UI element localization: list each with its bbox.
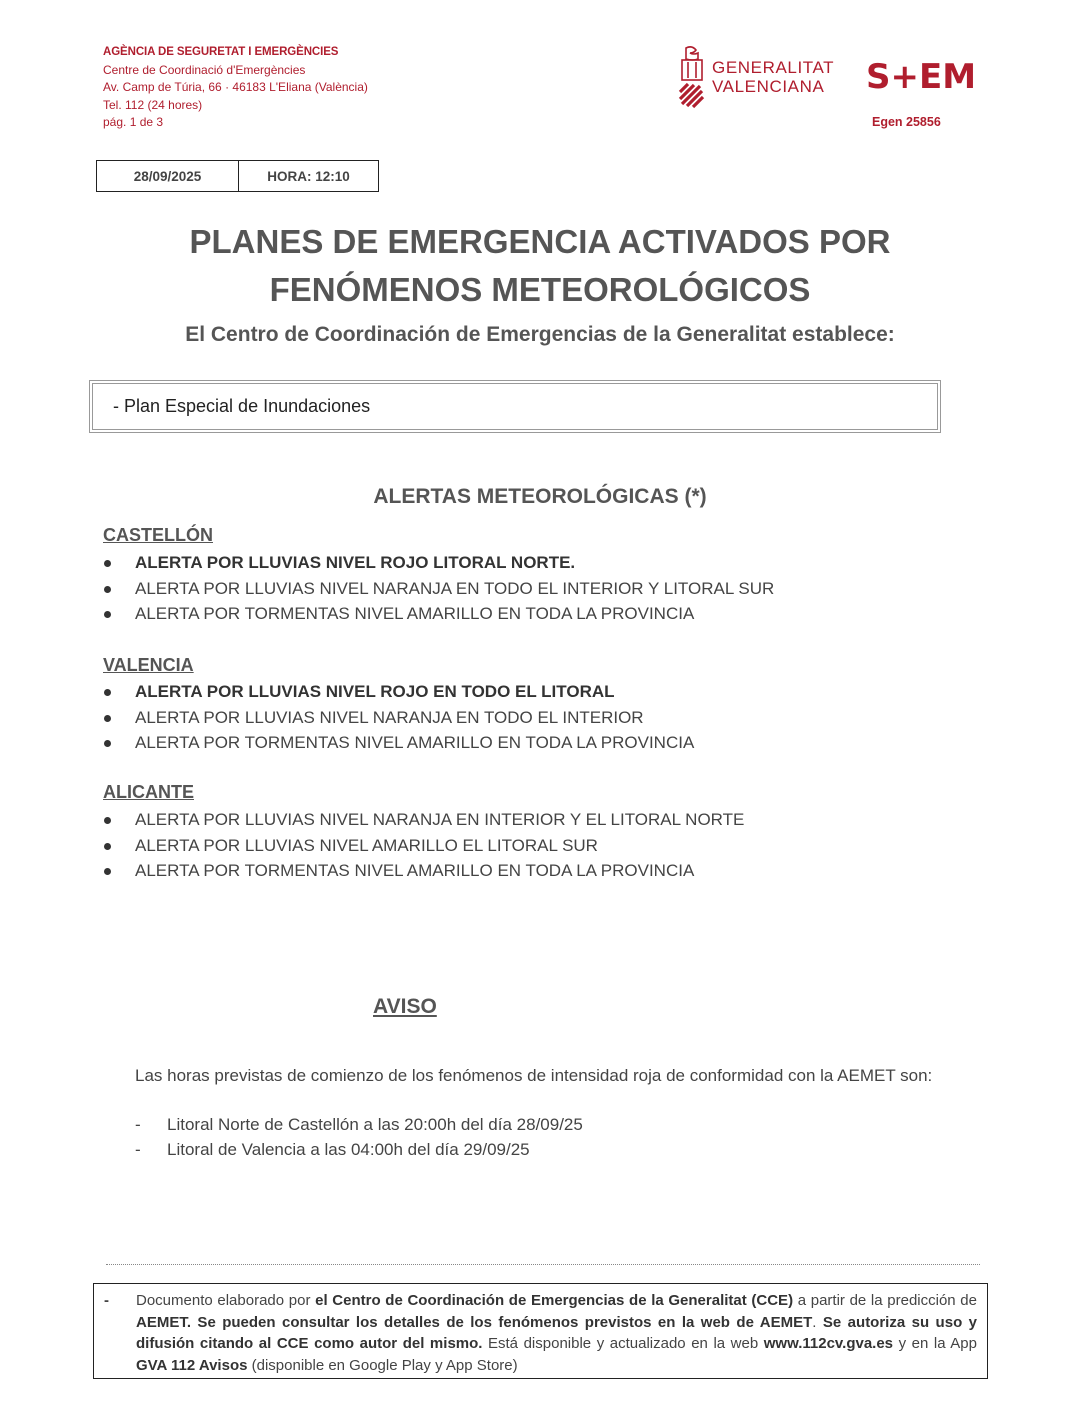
list-item xyxy=(103,730,694,756)
footer-bold: el Centro de Coordinación de Emergencias de la Generalitat (CCE) xyxy=(315,1292,794,1309)
agency-address: Av. Camp de Túria, 66 · 46183 L'Eliana (València) xyxy=(103,80,368,94)
list-item xyxy=(103,679,694,705)
dash-marker: - xyxy=(135,1115,141,1134)
bullet-icon xyxy=(104,740,111,747)
aviso-text: Las horas previstas de comienzo de los fenómenos de intensidad roja de conformidad con la AEMET son: xyxy=(135,1066,933,1085)
list-item xyxy=(103,833,744,859)
alert-text: ALERTA POR LLUVIAS NIVEL NARANJA EN TODO EL INTERIOR xyxy=(135,707,644,727)
title-line-2: FENÓMENOS METEOROLÓGICOS xyxy=(269,271,811,308)
list-item xyxy=(103,601,774,627)
list-item xyxy=(103,550,774,576)
list-item xyxy=(103,858,744,884)
alert-text: ALERTA POR LLUVIAS NIVEL NARANJA EN INTERIOR Y EL LITORAL NORTE xyxy=(135,810,745,829)
aviso-title: AVISO xyxy=(373,995,437,1018)
aviso-item: Litoral Norte de Castellón a las 20:00h del día 28/09/25 xyxy=(167,1115,583,1134)
bullet-icon xyxy=(104,560,111,567)
alerts-title xyxy=(0,485,1080,509)
logo-line-1: GENERALITAT xyxy=(712,58,835,77)
footer-link[interactable]: www.112cv.gva.es xyxy=(763,1335,894,1353)
dotted-divider xyxy=(106,1264,980,1265)
active-plan: - Plan Especial de Inundaciones xyxy=(92,383,938,430)
list-item xyxy=(135,1137,583,1162)
active-plan-box xyxy=(89,380,941,433)
footer-text: y en la App xyxy=(893,1335,977,1353)
alerts-title-text: ALERTAS METEOROLÓGICAS (*) xyxy=(373,485,707,508)
alert-text: ALERTA POR LLUVIAS NIVEL ROJO LITORAL NORTE. xyxy=(135,553,576,572)
footer-bold: AEMET. Se pueden consultar los detalles de los fenómenos previstos en la web de AEMET xyxy=(136,1313,813,1331)
footer-text: . xyxy=(812,1313,823,1331)
agency-phone: Tel. 112 (24 hores) xyxy=(103,97,203,112)
footer-text: Documento elaborado por xyxy=(136,1292,316,1309)
sem-logo: S+EM xyxy=(866,57,977,97)
aviso-list xyxy=(135,1112,583,1162)
province-valencia: VALENCIA xyxy=(103,655,194,675)
page-subtitle: El Centro de Coordinación de Emergencias de la Generalitat establece: xyxy=(185,323,895,346)
alert-text: ALERTA POR LLUVIAS NIVEL NARANJA EN TODO EL INTERIOR Y LITORAL SUR xyxy=(135,578,775,598)
agency-header xyxy=(103,44,368,132)
date-time-table xyxy=(96,160,379,192)
footer-bold: Se autoriza su uso y difusión citando al CCE como autor del mismo. xyxy=(136,1313,978,1353)
bullet-icon xyxy=(104,611,111,618)
aviso-item: Litoral de Valencia a las 04:00h del día 29/09/25 xyxy=(167,1140,530,1159)
province-alicante: ALICANTE xyxy=(103,782,194,802)
bullet-icon xyxy=(104,586,111,593)
list-item xyxy=(103,807,744,833)
title-line-1: PLANES DE EMERGENCIA ACTIVADOS POR xyxy=(189,223,891,260)
generalitat-shield-icon xyxy=(678,44,706,110)
alert-text: ALERTA POR TORMENTAS NIVEL AMARILLO EN TODA LA PROVINCIA xyxy=(135,861,695,880)
footer-text: Está disponible y actualizado en la web xyxy=(482,1335,764,1353)
dash-marker: - xyxy=(135,1140,141,1159)
dash-marker: - xyxy=(104,1292,109,1309)
time-cell: HORA: 12:10 xyxy=(267,168,350,184)
list-item xyxy=(135,1112,583,1137)
bullet-icon xyxy=(104,868,111,875)
bullet-icon xyxy=(104,689,111,696)
alert-list-alicante xyxy=(103,807,744,884)
generalitat-logo xyxy=(712,58,834,96)
alert-list-castellon xyxy=(103,550,774,627)
page-title xyxy=(0,218,1080,314)
alert-text: ALERTA POR LLUVIAS NIVEL AMARILLO EL LITORAL SUR xyxy=(135,835,598,855)
footer-app-name: GVA 112 Avisos xyxy=(136,1357,248,1375)
footer-text: (disponible en Google Play y App Store) xyxy=(247,1357,518,1375)
bullet-icon xyxy=(104,715,111,722)
list-item xyxy=(103,576,774,602)
bullet-icon xyxy=(104,817,111,824)
alert-text: ALERTA POR TORMENTAS NIVEL AMARILLO EN TODA LA PROVINCIA xyxy=(135,733,695,752)
date-cell: 28/09/2025 xyxy=(97,161,239,191)
alert-text: ALERTA POR LLUVIAS NIVEL ROJO EN TODO EL LITORAL xyxy=(135,682,615,701)
agency-centre: Centre de Coordinació d'Emergències xyxy=(103,62,306,77)
alert-text: ALERTA POR TORMENTAS NIVEL AMARILLO EN TODA LA PROVINCIA xyxy=(135,604,695,623)
bullet-icon xyxy=(104,843,111,850)
footer-disclaimer xyxy=(93,1283,988,1379)
alert-list-valencia xyxy=(103,679,694,756)
list-item xyxy=(103,705,694,731)
footer-text: a partir de la predicción de xyxy=(793,1292,977,1309)
page-number: pág. 1 de 3 xyxy=(103,115,164,129)
agency-name: AGÈNCIA DE SEGURETAT I EMERGÈNCIES xyxy=(103,46,339,58)
province-castellon: CASTELLÓN xyxy=(103,525,213,545)
egen-number: Egen 25856 xyxy=(872,115,941,129)
logo-line-2: VALENCIANA xyxy=(712,77,825,96)
